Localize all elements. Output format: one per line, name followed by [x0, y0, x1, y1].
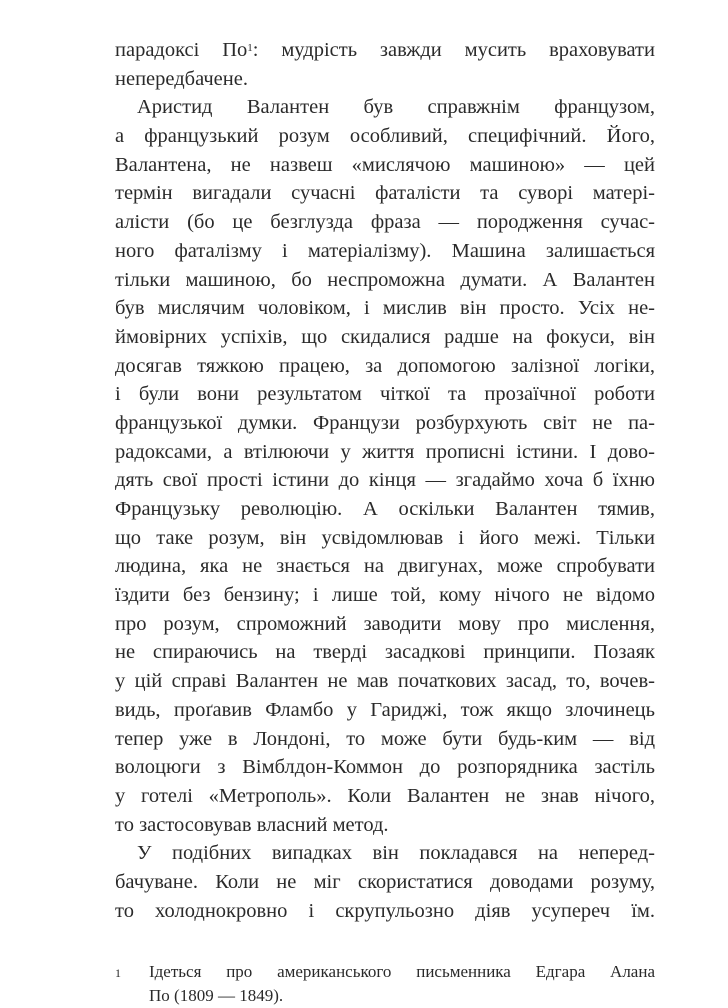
text-line: то холоднокровно і скрупульозно діяв усупереч їм. — [115, 899, 655, 922]
text-line: французької думки. Французи розбурхують світ не па- — [115, 411, 655, 434]
text-line — [115, 36, 655, 65]
text-line: радоксами, а втілюючи у життя прописні істини. І дово- — [115, 440, 655, 463]
text-span: парадоксі По — [115, 39, 248, 61]
text-line: був мислячим чоловіком, і мислив він просто. Усіх не- — [115, 297, 655, 320]
text-line: алісти (бо це безглузда фраза — породження сучас- — [115, 211, 655, 234]
text-line: тепер уже в Лондоні, то може бути будь-ким — від — [115, 727, 655, 750]
text-line: то застосовував власний метод. — [115, 813, 389, 836]
text-line: у цій справі Валантен не мав початкових засад, то, вочев- — [115, 670, 655, 693]
main-text — [115, 36, 655, 925]
text-line: волоцюги з Вімблдон-Коммон до розпорядника застіль — [115, 756, 655, 779]
text-line: у готелі «Метрополь». Коли Валантен не знав нічого, — [115, 784, 655, 807]
paragraph-start-line: У подібних випадках він покладався на неперед- — [137, 842, 655, 865]
text-line: їздити без бензину; і лише той, кому нічого не відомо — [115, 584, 655, 607]
footnote-line — [115, 960, 655, 984]
text-line: ного фаталізму і матеріалізму). Машина залишається — [115, 239, 655, 262]
text-line: і були вони результатом чіткої та прозаїчної роботи — [115, 383, 655, 406]
footnote-number: 1 — [115, 966, 121, 980]
text-line: а французький розум особливий, специфічний. Його, — [115, 125, 655, 148]
text-line: що таке розум, він усвідомлював і його межі. Тільки — [115, 526, 655, 549]
text-line: Французьку революцію. А оскільки Валантен тямив, — [115, 498, 655, 520]
text-line: досягав тяжкою працею, за допомогою залізної логіки, — [115, 354, 655, 377]
text-line: Валантена, не назвеш «мислячою машиною» — цей — [115, 153, 655, 176]
text-line: людина, яка не знається на двигунах, може спробувати — [115, 555, 655, 578]
text-span: : мудрість завжди мусить враховувати — [252, 39, 655, 61]
text-line: про розум, спроможний заводити мову про мислення, — [115, 612, 655, 635]
text-line: непередбачене. — [115, 67, 248, 90]
footnote — [115, 960, 655, 1008]
text-line: видь, проґавив Фламбо у Гариджі, тож якщо злочинець — [115, 698, 655, 721]
text-line: термін вигадали сучасні фаталісти та суворі матері- — [115, 182, 655, 205]
text-line: дять свої прості істини до кінця — згадаймо хоча б їхню — [115, 469, 655, 492]
footnote-text: Ідеться про американського письменника Едгара Алана — [149, 962, 655, 981]
text-line: бачуване. Коли не міг скористатися доводами розуму, — [115, 870, 655, 893]
paragraph-start-line: Аристид Валантен був справжнім французом, — [137, 96, 655, 119]
text-line: не спираючись на тверді засадкові принципи. Позаяк — [115, 641, 655, 664]
footnote-line: По (1809 — 1849). — [149, 986, 284, 1005]
text-line: тільки машиною, бо неспроможна думати. А Валантен — [115, 268, 655, 291]
text-line: ймовірних успіхів, що скидалися радше на фокуси, він — [115, 325, 655, 348]
footnote-ref[interactable]: 1 — [247, 42, 253, 54]
